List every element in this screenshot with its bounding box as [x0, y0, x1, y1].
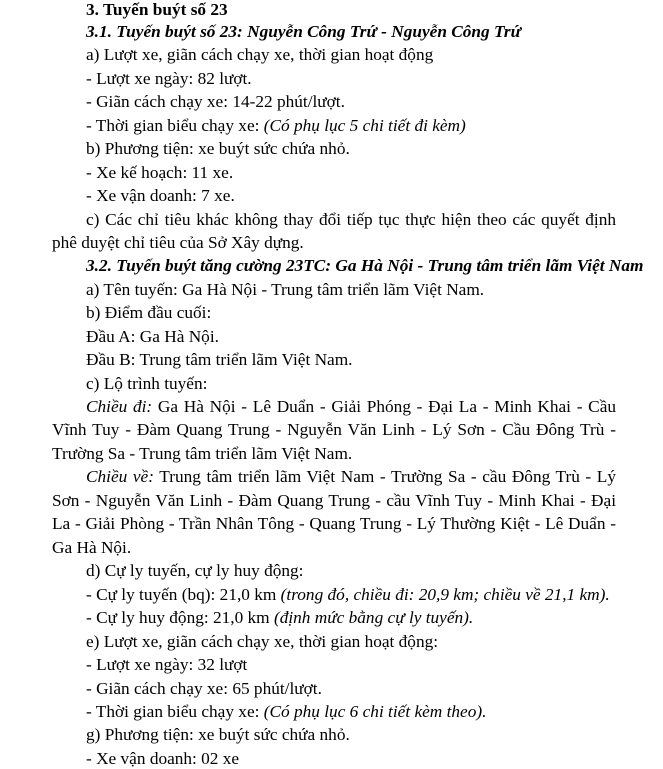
item-c-line2: phê duyệt chỉ tiêu của Sở Xây dựng. — [52, 233, 304, 252]
headway: - Giãn cách chạy xe: 14-22 phút/lượt. — [86, 92, 345, 111]
terminals-heading: b) Điểm đầu cuối: — [86, 303, 212, 322]
item-c-line1: c) Các chỉ tiêu khác không thay đổi tiếp tục thực hiện theo các quyết định — [86, 210, 616, 229]
return-line1: Chiều về: Trung tâm triển lãm Việt Nam - Trường Sa - cầu Đông Trù - Lý — [86, 467, 616, 486]
item-g-vehicle: g) Phương tiện: xe buýt sức chứa nhỏ. — [86, 725, 350, 744]
terminal-a: Đầu A: Ga Hà Nội. — [86, 327, 219, 346]
return-line4: Ga Hà Nội. — [52, 538, 132, 557]
daily-trips: - Lượt xe ngày: 82 lượt. — [86, 69, 252, 88]
outbound-line3: Trường Sa - Trung tâm triển lãm Việt Nam. — [52, 444, 353, 463]
subsection-title-3-1: 3.1. Tuyến buýt số 23: Nguyễn Công Trứ - Nguyễn Công Trứ — [86, 22, 521, 41]
item-b-vehicle: b) Phương tiện: xe buýt sức chứa nhỏ. — [86, 139, 350, 158]
operating-vehicles-23tc: - Xe vận doanh: 02 xe — [86, 749, 240, 768]
timetable-line: - Thời gian biểu chạy xe: (Có phụ lục 5 chi tiết đi kèm) — [86, 116, 466, 135]
deadhead-distance: - Cự ly huy động: 21,0 km (định mức bằng cự ly tuyến). — [86, 608, 474, 627]
route-heading: c) Lộ trình tuyến: — [86, 374, 208, 393]
subsection-title-3-2: 3.2. Tuyến buýt tăng cường 23TC: Ga Hà Nội - Trung tâm triển lãm Việt Nam — [86, 256, 644, 275]
return-line3: La - Giải Phòng - Trần Nhân Tông - Quang Trung - Lý Thường Kiệt - Lê Duẩn - — [52, 514, 616, 533]
operating-vehicles: - Xe vận doanh: 7 xe. — [86, 186, 235, 205]
item-a-heading: a) Lượt xe, giãn cách chạy xe, thời gian hoạt động — [86, 45, 434, 64]
route-name: a) Tên tuyến: Ga Hà Nội - Trung tâm triển lãm Việt Nam. — [86, 280, 485, 299]
daily-trips-23tc: - Lượt xe ngày: 32 lượt — [86, 655, 248, 674]
item-e-heading: e) Lượt xe, giãn cách chạy xe, thời gian hoạt động: — [86, 632, 439, 651]
outbound-line2: Vĩnh Tuy - Đàm Quang Trung - Nguyễn Văn Linh - Lý Sơn - Cầu Đông Trù - — [52, 420, 616, 439]
headway-23tc: - Giãn cách chạy xe: 65 phút/lượt. — [86, 679, 322, 698]
outbound-line1: Chiều đi: Ga Hà Nội - Lê Duẩn - Giải Phóng - Đại La - Minh Khai - Cầu — [86, 397, 616, 416]
return-line2: Sơn - Nguyễn Văn Linh - Đàm Quang Trung - cầu Vĩnh Tuy - Minh Khai - Đại — [52, 491, 616, 510]
route-distance: - Cự ly tuyến (bq): 21,0 km (trong đó, chiều đi: 20,9 km; chiều về 21,1 km). — [86, 585, 610, 604]
terminal-b: Đầu B: Trung tâm triển lãm Việt Nam. — [86, 350, 353, 369]
distance-heading: d) Cự ly tuyến, cự ly huy động: — [86, 561, 304, 580]
section-heading: 3. Tuyến buýt số 23 — [86, 0, 228, 19]
timetable-23tc: - Thời gian biểu chạy xe: (Có phụ lục 6 chi tiết kèm theo). — [86, 702, 487, 721]
planned-vehicles: - Xe kế hoạch: 11 xe. — [86, 163, 234, 182]
